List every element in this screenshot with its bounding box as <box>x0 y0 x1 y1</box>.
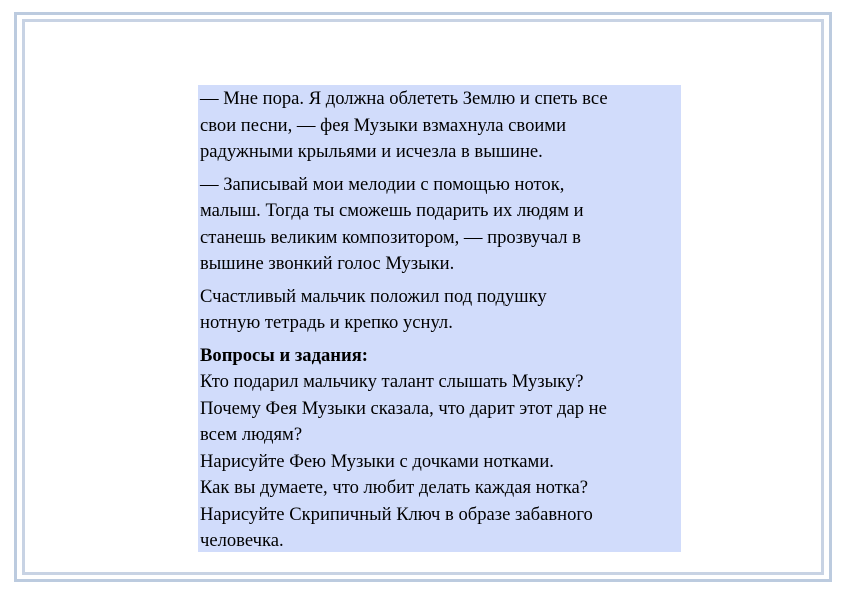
question-line: Как вы думаете, что любит делать каждая нотка? <box>200 477 589 498</box>
text-box <box>198 85 681 552</box>
text-line: малыш. Тогда ты сможешь подарить их людям и <box>200 200 584 221</box>
paragraph-boy-sleeps <box>200 284 679 337</box>
text-line: вышине звонкий голос Музыки. <box>200 253 455 274</box>
text-line: станешь великим композитором, — прозвучал в <box>200 226 581 248</box>
question-line: Кто подарил мальчику талант слышать Музыку? <box>200 371 584 392</box>
question-line: всем людям? <box>200 424 303 445</box>
paragraph-fairy-departure <box>200 86 679 166</box>
questions-heading: Вопросы и задания: <box>200 344 368 366</box>
text-line: радужными крыльями и исчезла в вышине. <box>200 141 543 162</box>
text-line: — Записывай мои мелодии с помощью ноток, <box>200 173 565 195</box>
text-line: — Мне пора. Я должна облететь Землю и спеть все <box>200 88 608 109</box>
text-line: нотную тетрадь и крепко уснул. <box>200 312 453 333</box>
question-line: Нарисуйте Скрипичный Ключ в образе забавного <box>200 503 593 525</box>
questions-section <box>200 343 679 555</box>
paragraph-fairy-voice <box>200 172 679 278</box>
question-line: Нарисуйте Фею Музыки с дочками нотками. <box>200 450 554 472</box>
text-line: свои песни, — фея Музыки взмахнула своими <box>200 114 567 136</box>
question-line: Почему Фея Музыки сказала, что дарит этот дар не <box>200 397 607 419</box>
question-line: человечка. <box>200 530 284 551</box>
text-line: Счастливый мальчик положил под подушку <box>200 285 547 307</box>
